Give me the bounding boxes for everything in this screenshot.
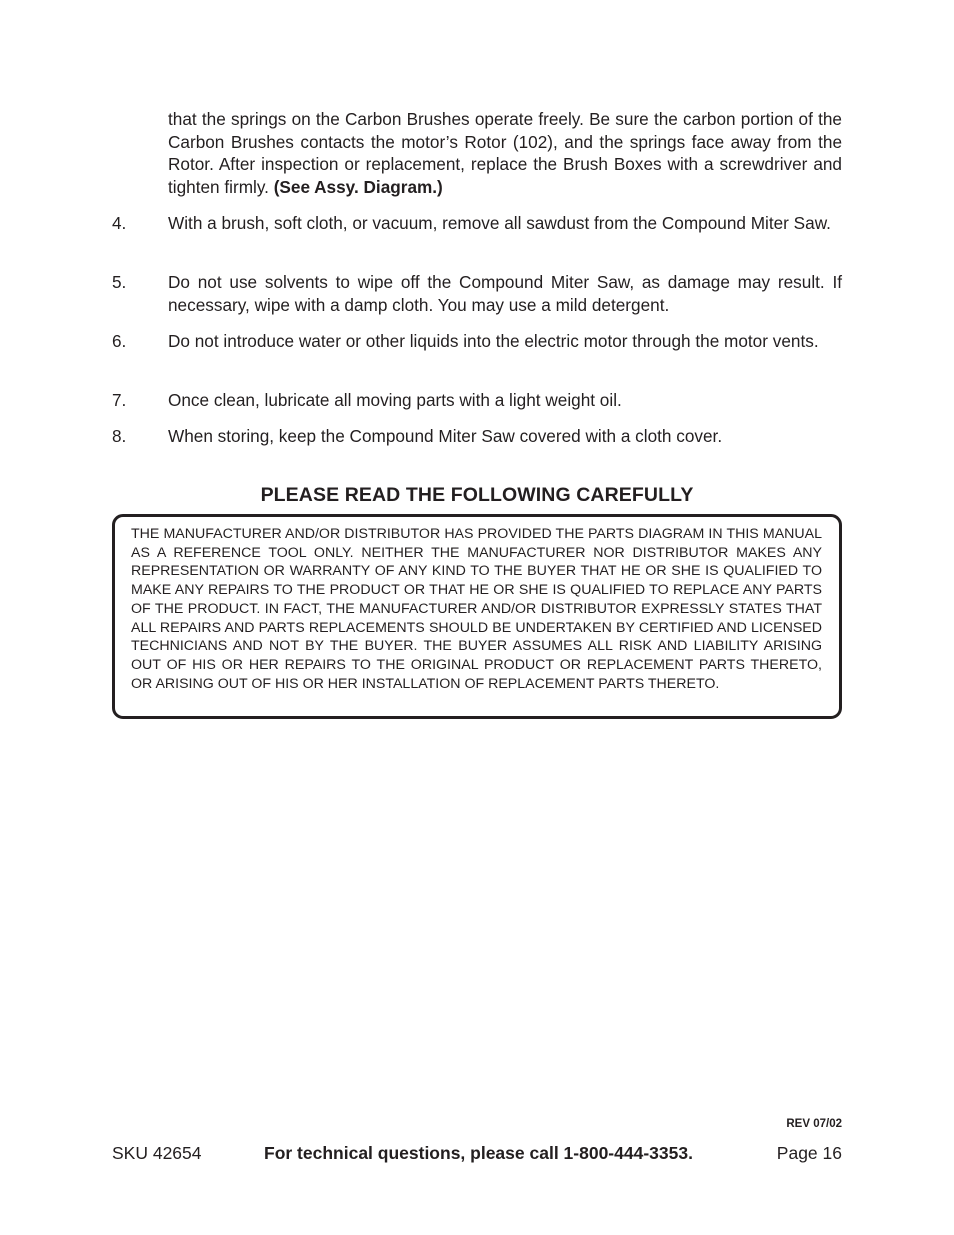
step-text: Do not introduce water or other liquids into the electric motor through the motor vents. [168, 331, 819, 351]
step-text: With a brush, soft cloth, or vacuum, remove all sawdust from the Compound Miter Saw. [168, 213, 831, 233]
revision-label: REV 07/02 [786, 1118, 842, 1130]
sku-number: SKU 42654 [112, 1143, 202, 1163]
warning-box [112, 514, 842, 719]
warning-heading: PLEASE READ THE FOLLOWING CAREFULLY [260, 484, 694, 506]
technical-support-line: For technical questions, please call 1-800-444-3353. [264, 1143, 693, 1163]
step-8 [112, 425, 842, 448]
step-4 [112, 212, 842, 235]
step-text: Once clean, lubricate all moving parts with a light weight oil. [168, 390, 622, 410]
step-7 [112, 389, 842, 412]
step-number: 5. [112, 272, 127, 292]
step-text: Do not use solvents to wipe off the Compound Miter Saw, as damage may result. If necessary, wipe with a damp cloth. You may use a mild detergent. [168, 272, 842, 315]
step-number: 8. [112, 426, 127, 446]
step-number: 4. [112, 213, 127, 233]
step-number: 7. [112, 390, 127, 410]
step-5 [112, 271, 842, 316]
page-number: Page 16 [776, 1143, 842, 1163]
continued-step-paragraph [168, 108, 842, 198]
step-6 [112, 330, 842, 353]
assembly-diagram-reference: (See Assy. Diagram.) [273, 176, 443, 197]
step-text: When storing, keep the Compound Miter Saw covered with a cloth cover. [168, 426, 723, 446]
page-footer [112, 1141, 842, 1165]
continued-step-text: that the springs on the Carbon Brushes operate freely. Be sure the carbon portion of the Carbon Brushes contacts the motor’s Rotor (102), and the springs face away from the Rotor. After inspection or replacement, replace the Brush Boxes with a screwdriver and tighten firmly. [168, 109, 842, 197]
warning-text: THE MANUFACTURER AND/OR DISTRIBUTOR HAS PROVIDED THE PARTS DIAGRAM IN THIS MANUAL AS A REFERENCE TOOL ONLY. NEITHER THE MANUFACTURER NOR DISTRIBUTOR MAKES ANY REPRESENTATION OR WARRANTY OF ANY KIND TO THE BUYER THAT HE OR SHE IS QUALIFIED TO MAKE ANY REPAIRS TO THE PRODUCT OR THAT HE OR SHE IS QUALIFIED TO REPLACE ANY PARTS OF THE PRODUCT. IN FACT, THE MANUFACTURER AND/OR DISTRIBUTOR EXPRESSLY STATES THAT ALL REPAIRS AND PARTS REPLACEMENTS SHOULD BE UNDERTAKEN BY CERTIFIED AND LICENSED TECHNICIANS AND NOT BY THE BUYER. THE BUYER ASSUMES ALL RISK AND LIABILITY ARISING OUT OF HIS OR HER REPAIRS TO THE ORIGINAL PRODUCT OR REPLACEMENT PARTS THERETO, OR ARISING OUT OF HIS OR HER INSTALLATION OF REPLACEMENT PARTS THERETO. [131, 526, 822, 692]
step-number: 6. [112, 331, 127, 351]
